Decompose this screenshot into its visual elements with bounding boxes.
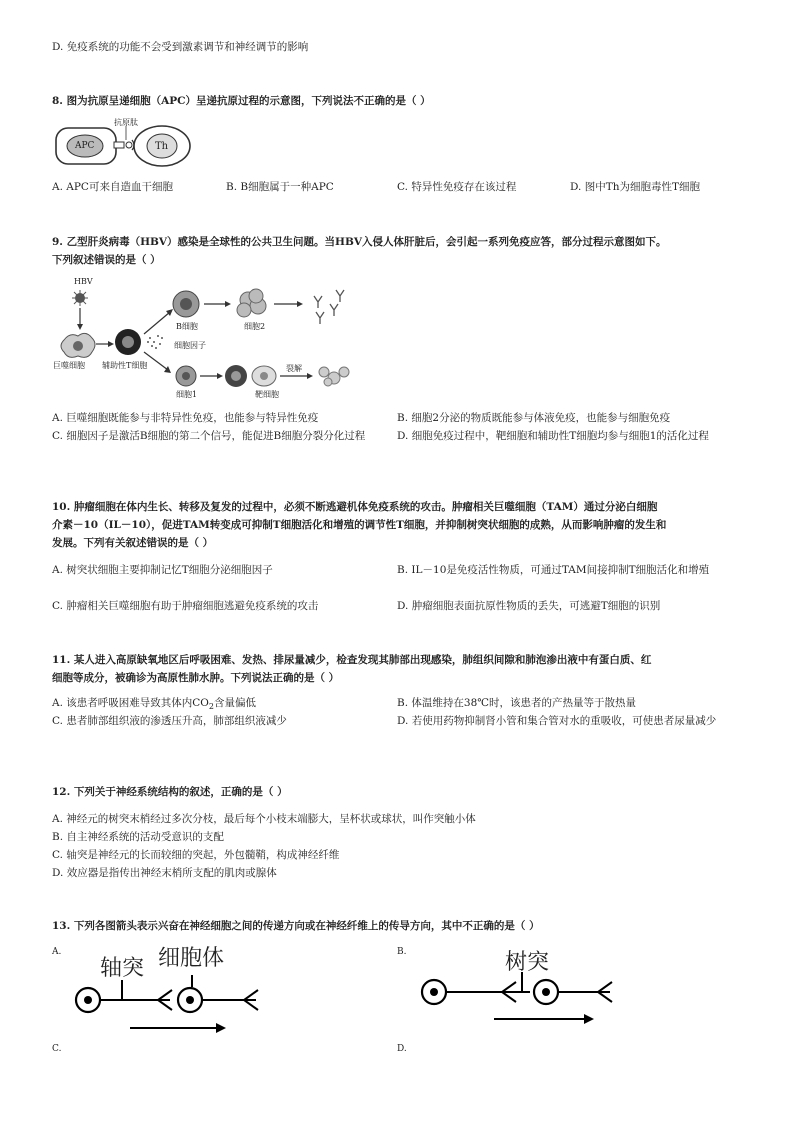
cytokine-dots	[147, 335, 163, 349]
q11-option-c: C. 患者肺部组织液的渗透压升高，肺部组织液减少	[52, 715, 287, 727]
hbv-label: HBV	[74, 277, 93, 286]
q8-stem: 8. 图为抗原呈递细胞（APC）呈递抗原过程的示意图，下列说法不正确的是（ ）	[52, 95, 431, 107]
apc-label: APC	[75, 141, 95, 151]
q13-option-b-label: B.	[397, 947, 407, 957]
th-label: Th	[155, 141, 169, 152]
q7-option-d: D. 免疫系统的功能不会受到激素调节和神经调节的影响	[52, 41, 309, 53]
q9-option-a: A. 巨噬细胞既能参与非特异性免疫，也能参与特异性免疫	[52, 412, 319, 424]
q12-option-b: B. 自主神经系统的活动受意识的支配	[52, 831, 224, 843]
q10-stem-line3: 发展。下列有关叙述错误的是（ ）	[52, 537, 214, 549]
q8-option-a: A. APC可来自造血干细胞	[52, 181, 173, 193]
q9-stem-line2: 下列叙述错误的是（ ）	[52, 254, 161, 266]
macrophage-label: 巨噬细胞	[53, 361, 85, 370]
q13-option-a-label: A.	[52, 947, 62, 957]
q9-option-d: D. 细胞免疫过程中，靶细胞和辅助性T细胞均参与细胞1的活化过程	[397, 430, 709, 442]
q11-option-d: D. 若使用药物抑制肾小管和集合管对水的重吸收，可使患者尿量减少	[397, 715, 717, 727]
q10-stem-line2: 介素－10（IL－10），促进TAM转变成可抑制T细胞活化和增殖的调节性T细胞，并抑制树突状细胞的成熟，从而影响肿瘤的发生和	[52, 519, 667, 531]
figure-a-neurons	[70, 975, 270, 1037]
q9-stem-line1: 9. 乙型肝炎病毒（HBV）感染是全球性的公共卫生问题。当HBV入侵人体肝脏后，会引起一系列免疫应答，部分过程示意图如下。	[52, 236, 667, 248]
cell2-label: 细胞2	[244, 322, 266, 331]
target-cell-label: 靶细胞	[255, 390, 279, 399]
lysis-label: 裂解	[286, 364, 302, 373]
helper-t-label: 辅助性T细胞	[102, 361, 148, 370]
axon-label: 轴突	[100, 956, 145, 981]
q13-stem: 13. 下列各图箭头表示兴奋在神经细胞之间的传递方向或在神经纤维上的传导方向，其中不正确的是（ ）	[52, 920, 540, 932]
q11-option-a: A. 该患者呼吸困难导致其体内$CO_2$含量偏低	[52, 697, 256, 712]
q12-option-a: A. 神经元的树突末梢经过多次分枝，最后每个小枝末端膨大，呈杯状或球状，叫作突触小体	[52, 813, 476, 825]
q12-stem: 12. 下列关于神经系统结构的叙述，正确的是（ ）	[52, 786, 288, 798]
q10-option-d: D. 肿瘤细胞表面抗原性物质的丢失，可逃避T细胞的识别	[397, 600, 661, 612]
cell1-label: 细胞1	[176, 390, 198, 399]
q10-option-c: C. 肿瘤相关巨噬细胞有助于肿瘤细胞逃避免疫系统的攻击	[52, 600, 319, 612]
q13-option-c-label: C.	[52, 1044, 62, 1054]
hbv-immune-diagram	[52, 276, 362, 400]
q12-option-d: D. 效应器是指传出神经末梢所支配的肌肉或腺体	[52, 867, 277, 879]
antigen-peptide-label: 抗原肽	[114, 118, 138, 127]
b-cell-label: B细胞	[176, 322, 198, 331]
soma-label: 细胞体	[158, 946, 225, 971]
q9-option-c: C. 细胞因子是激活B细胞的第二个信号，能促进B细胞分裂分化过程	[52, 430, 366, 442]
cell-2	[237, 289, 266, 317]
mhc-molecule	[114, 142, 124, 148]
q10-option-a: A. 树突状细胞主要抑制记忆T细胞分泌细胞因子	[52, 564, 273, 576]
q10-option-b: B. IL－10是免疫活性物质，可通过TAM间接抑制T细胞活化和增殖	[397, 564, 710, 576]
lysed-debris	[319, 367, 349, 386]
q8-option-d: D. 图中Th为细胞毒性T细胞	[570, 181, 700, 193]
q9-option-b: B. 细胞2分泌的物质既能参与体液免疫，也能参与细胞免疫	[397, 412, 671, 424]
q10-stem-line1: 10. 肿瘤细胞在体内生长、转移及复发的过程中，必须不断逃避机体免疫系统的攻击。肿瘤相关巨噬细胞（TAM）通过分泌白细胞	[52, 501, 658, 513]
q8-option-b: B. B细胞属于一种APC	[226, 181, 334, 193]
q12-option-c: C. 轴突是神经元的长而较细的突起，外包髓鞘，构成神经纤维	[52, 849, 340, 861]
dendrite-label: 树突	[505, 950, 550, 975]
q13-option-d-label: D.	[397, 1044, 407, 1054]
q11-stem-line1: 11. 某人进入高原缺氧地区后呼吸困难、发热、排尿量减少，检查发现其肺部出现感染，肺组织间隙和肺泡渗出液中有蛋白质、红	[52, 654, 652, 666]
antibodies	[314, 290, 344, 324]
q11-stem-line2: 细胞等成分，被确诊为高原性肺水肿。下列说法正确的是（ ）	[52, 672, 340, 684]
antigen-peptide	[126, 142, 132, 148]
cytokine-label: 细胞因子	[174, 341, 206, 350]
q8-option-c: C. 特异性免疫存在该过程	[397, 181, 517, 193]
figure-b-neurons	[418, 966, 618, 1028]
q11-option-b: B. 体温维持在38℃时，该患者的产热量等于散热量	[397, 697, 636, 709]
